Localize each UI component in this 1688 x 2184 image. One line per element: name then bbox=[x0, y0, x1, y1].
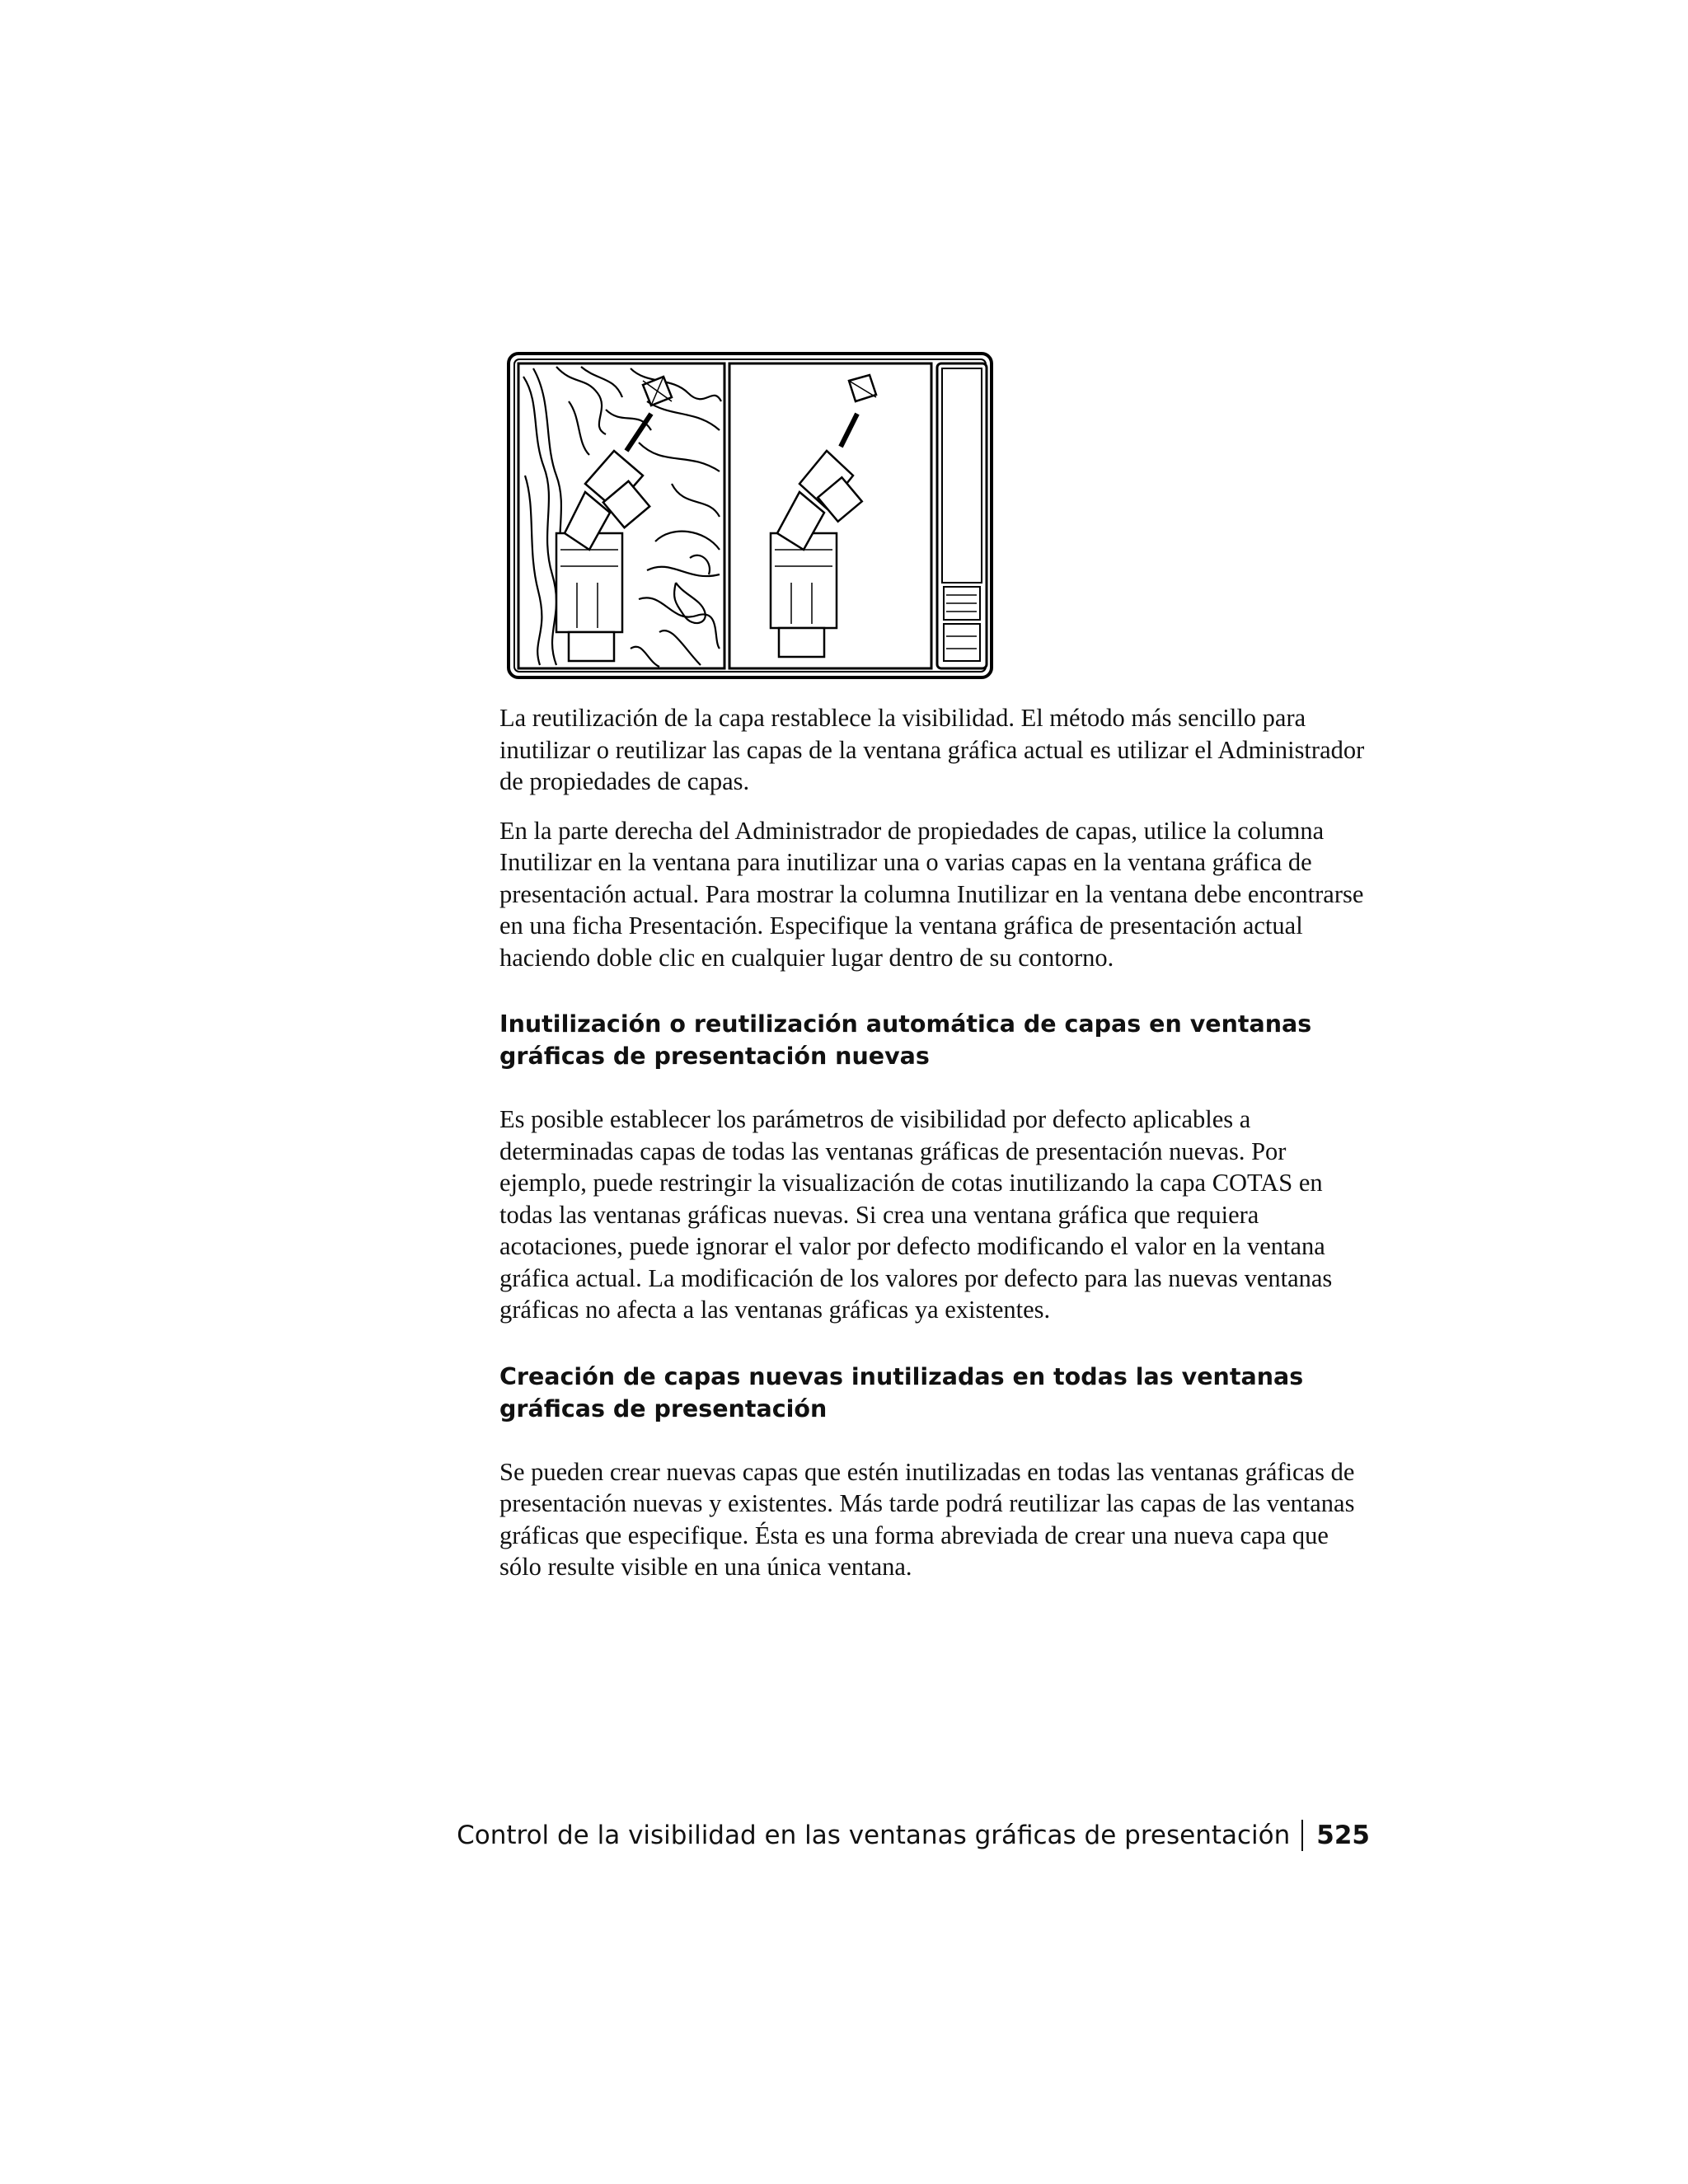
footer-title: Control de la visibilidad en las ventanas gráficas de presentación bbox=[457, 1821, 1291, 1850]
paragraph-thaw-layers: La reutilización de la capa restablece la visibilidad. El método más sencillo para inutilizar o reutilizar las capas de la ventana gráfica actual es utilizar el Administrador de propiedades de capas. bbox=[499, 704, 1365, 795]
paragraph-new-layers: Se pueden crear nuevas capas que estén inutilizadas en todas las ventanas gráficas de presentación nuevas y existentes. Más tarde podrá reutilizar las capas de las ventanas gráficas que especifique. Ésta es una forma abreviada de crear una nueva capa que sólo resulte visible en una única ventana. bbox=[499, 1457, 1355, 1581]
section-heading-new-frozen-layers: Creación de capas nuevas inutilizadas en todas las ventanas gráficas de presentación bbox=[499, 1362, 1304, 1422]
left-viewport bbox=[518, 363, 724, 668]
right-viewport bbox=[937, 363, 987, 668]
paragraph-default-visibility: Es posible establecer los parámetros de visibilidad por defecto aplicables a determinadas capas de todas las ventanas gráficas de presentación nuevas. Por ejemplo, puede restringir la visualización de cotas inutilizando la capa COTAS en todas las ventanas gráficas nuevas. Si crea una ventana gráfica que requiera acotaciones, puede ignorar el valor por defecto modificando el valor en la ventana gráfica actual. La modificación de los valores por defecto para las nuevas ventanas gráficas no afecta a las ventanas gráficas ya existentes. bbox=[499, 1105, 1333, 1324]
viewport-illustration bbox=[507, 352, 993, 679]
body-text bbox=[499, 702, 1373, 1583]
floor-plan-drawing bbox=[507, 352, 993, 679]
footer-divider bbox=[1301, 1820, 1303, 1851]
page-number: 525 bbox=[1316, 1821, 1370, 1850]
middle-viewport bbox=[729, 363, 931, 668]
page-footer bbox=[457, 1820, 1370, 1851]
paragraph-freeze-column: En la parte derecha del Administrador de propiedades de capas, utilice la columna Inutilizar en la ventana para inutilizar una o varias capas en la ventana gráfica de presentación actual. Para mostrar la columna Inutilizar en la ventana debe encontrarse en una ficha Presentación. Especifique la ventana gráfica de presentación actual haciendo doble clic en cualquier lugar dentro de su contorno. bbox=[499, 816, 1364, 972]
section-heading-auto-freeze: Inutilización o reutilización automática de capas en ventanas gráficas de presentación nuevas bbox=[499, 1010, 1312, 1070]
